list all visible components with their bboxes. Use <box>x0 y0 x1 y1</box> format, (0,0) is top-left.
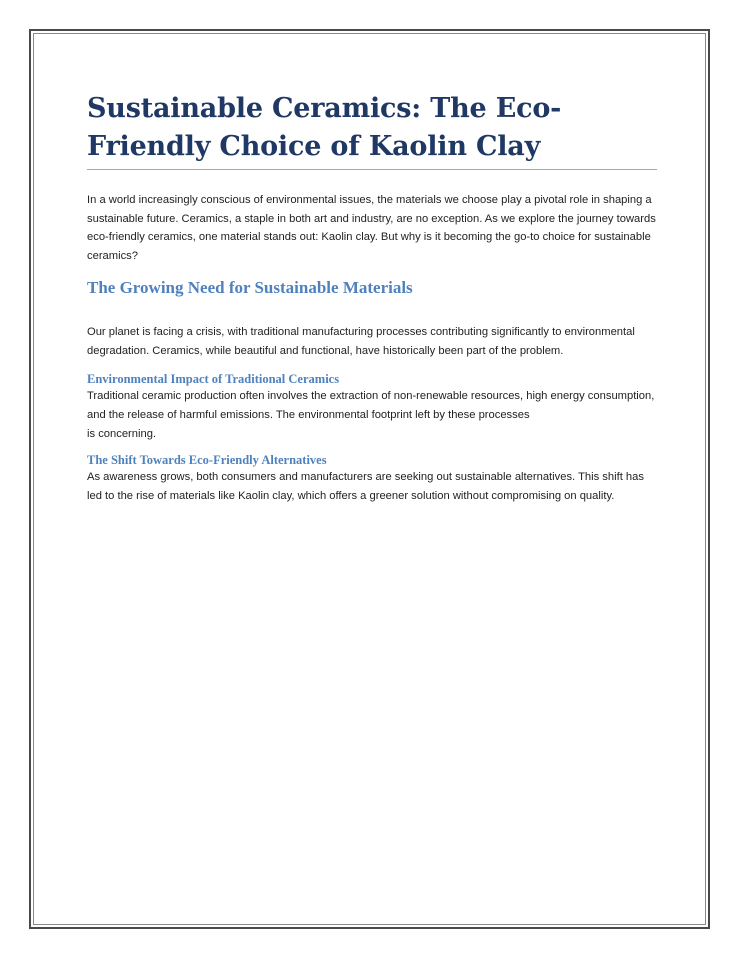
subsection-text-part1: Traditional ceramic production often involves the extraction of non-renewable resources, high energy consumption, and the release of harmful emissions. The environmental footprint left by these processes <box>87 390 655 421</box>
subsection-paragraph-environmental-impact <box>87 387 657 443</box>
subsection-paragraph-shift: As awareness grows, both consumers and manufacturers are seeking out sustainable alternatives. This shift has led to the rise of materials like Kaolin clay, which offers a greener solution without compromising on quality. <box>87 471 644 503</box>
intro-paragraph: In a world increasingly conscious of environmental issues, the materials we choose play a pivotal role in shaping a sustainable future. Ceramics, a staple in both art and industry, are no exception. As we explore the journey towards eco-friendly ceramics, one material stands out: Kaolin clay. But why is it becoming the go-to choice for sustainable ceramics? <box>87 194 656 263</box>
subsection-text-part2: is concerning. <box>87 427 157 440</box>
subsection-heading-shift: The Shift Towards Eco-Friendly Alternatives <box>87 453 327 468</box>
section-paragraph: Our planet is facing a crisis, with traditional manufacturing processes contributing significantly to environmental degradation. Ceramics, while beautiful and functional, have historically been part of the problem. <box>87 325 635 357</box>
document-title: Sustainable Ceramics: The Eco-Friendly Choice of Kaolin Clay <box>87 93 562 162</box>
subsection-heading-environmental-impact: Environmental Impact of Traditional Ceramics <box>87 372 340 387</box>
title-underline <box>87 169 657 170</box>
document-body <box>87 90 657 506</box>
section-heading: The Growing Need for Sustainable Materials <box>87 277 413 297</box>
